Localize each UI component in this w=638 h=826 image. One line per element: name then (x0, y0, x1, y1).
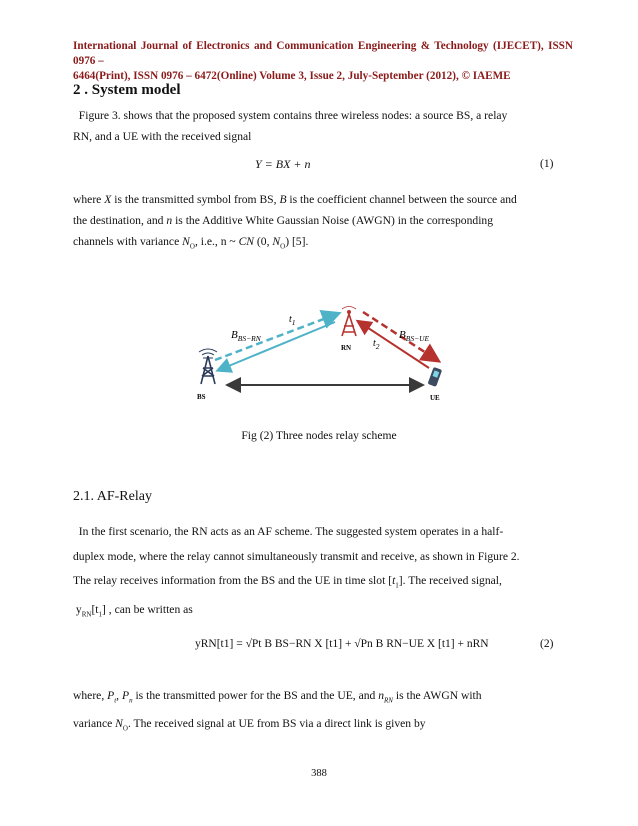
text: where, (73, 689, 108, 702)
page-number: 388 (311, 768, 327, 779)
paragraph-variables (73, 189, 565, 257)
header-line-1: International Journal of Electronics and Communication Engineering & Technology (IJECET), ISSN 0976 – (73, 40, 573, 67)
equation-2-number: (2) (540, 638, 554, 650)
text: , i.e., n ~ (194, 235, 239, 248)
text: is the transmitted symbol from BS, (111, 193, 280, 206)
bs-label: BS (197, 393, 206, 401)
label-b-bs-rn (231, 329, 262, 343)
paragraph-power-definitions (73, 684, 565, 741)
subscript: BS−RN (237, 334, 261, 343)
intro-line-1: Figure 3. shows that the proposed system contains three wireless nodes: a source BS, a relay (78, 109, 508, 122)
text: the destination, and (73, 214, 167, 227)
subscript: 2 (375, 342, 380, 351)
symbol-n0: N (182, 235, 190, 248)
subscript: O (280, 242, 286, 251)
symbol-n0: N (272, 235, 281, 248)
section-title-system-model: 2 . System model (73, 82, 181, 98)
text: The relay receives information from the BS and the UE in time slot [ (73, 574, 393, 587)
bs-tower-icon (199, 349, 217, 384)
link-ue-rn-solid (359, 322, 429, 368)
symbol: B (231, 329, 238, 341)
rn-tower-icon (342, 307, 356, 337)
subscript: t (114, 696, 117, 705)
figure-caption: Fig (2) Three nodes relay scheme (241, 429, 397, 442)
text: is the AWGN with (392, 689, 482, 702)
paragraph-af-relay (73, 520, 565, 627)
subscript: RN (81, 610, 92, 619)
text: variance (73, 717, 116, 731)
subscript: 1 (98, 610, 103, 619)
subscript: n (129, 696, 133, 705)
ue-label: UE (430, 394, 440, 402)
text: is the coefficient channel between the source and (286, 193, 517, 206)
label-t1 (289, 314, 296, 327)
equation-1-number: (1) (540, 158, 554, 170)
symbol-n: n (166, 214, 173, 227)
subscript: O (189, 242, 195, 251)
equation-1: Y = BX + n (255, 157, 311, 171)
symbol-n0: N (115, 717, 123, 731)
relay-scheme-figure (185, 288, 455, 413)
symbol-y: y (75, 602, 82, 616)
header-line-2: 6464(Print), ISSN 0976 – 6472(Online) Volume 3, Issue 2, July-September (2012), © IAEME (73, 70, 511, 82)
symbol-b: B (279, 193, 287, 206)
symbol: B (399, 329, 406, 341)
paragraph-system-intro (73, 105, 565, 147)
symbol: t (373, 338, 376, 349)
equation-2: yRN[t1] = √Pt B BS−RN X [t1] + √Pn B RN−UE X [t1] + nRN (195, 638, 489, 650)
ue-phone-icon (428, 367, 443, 387)
subscript: O (122, 724, 128, 733)
text: [t (91, 602, 99, 616)
symbol: t (289, 314, 292, 325)
rn-label: RN (341, 344, 352, 352)
text: ]. The received signal, (398, 574, 502, 587)
symbol-n: n (378, 689, 385, 702)
intro-line-2: RN, and a UE with the received signal (73, 130, 252, 143)
symbol-pn: , P (116, 689, 130, 702)
text: . The received signal at UE from BS via a direct link is given by (127, 717, 426, 731)
text: (0, (254, 235, 273, 248)
label-b-bs-ue (399, 329, 430, 343)
text-line: duplex mode, where the relay cannot simultaneously transmit and receive, as shown in Figure 2. (73, 549, 520, 563)
label-t2 (373, 338, 380, 351)
section-title-af-relay: 2.1. AF-Relay (73, 489, 152, 504)
symbol-x: X (104, 193, 112, 206)
text: ] , can be written as (102, 602, 193, 616)
text: is the transmitted power for the BS and the UE, and (132, 689, 379, 702)
text: is the Additive White Gaussian Noise (AWGN) in the corresponding (172, 214, 494, 227)
subscript: RN (384, 696, 393, 705)
text: channels with variance (73, 235, 183, 248)
text-line: In the first scenario, the RN acts as an AF scheme. The suggested system operates in a half- (78, 525, 504, 538)
text: ) [5]. (285, 235, 309, 248)
symbol-p: P (107, 689, 115, 702)
subscript: 1 (291, 318, 296, 327)
text: where (73, 193, 105, 206)
symbol-cn: CN (238, 235, 255, 248)
symbol-t: t (392, 574, 396, 587)
subscript: 1 (395, 581, 399, 590)
subscript: BS−UE (405, 334, 430, 343)
journal-header (73, 39, 573, 84)
